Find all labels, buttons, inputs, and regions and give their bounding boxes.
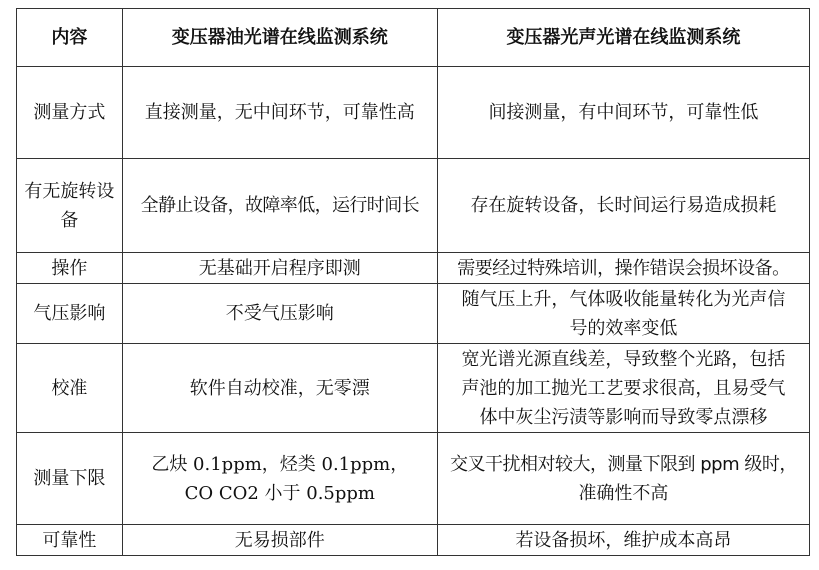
table-row (17, 344, 810, 433)
photoacoustic-cell: 交叉干扰相对较大，测量下限到 ppm 级时， 准确性不高 (437, 433, 809, 525)
oil-cell: 乙炔 0.1ppm，烃类 0.1ppm， CO CO2 小于 0.5ppm (122, 433, 437, 525)
row-label: 可靠性 (17, 525, 123, 556)
oil-cell: 无基础开启程序即测 (122, 253, 437, 284)
photoacoustic-cell: 存在旋转设备，长时间运行易造成损耗 (437, 159, 809, 253)
table-row (17, 159, 810, 253)
table-row (17, 525, 810, 556)
photoacoustic-cell: 宽光谱光源直线差，导致整个光路，包括 声池的加工抛光工艺要求很高，且易受气 体中灰尘污渍等影响而导致零点漂移 (437, 344, 809, 433)
header-cell-content: 内容 (17, 9, 123, 67)
table-row (17, 284, 810, 344)
table-row (17, 67, 810, 159)
row-label: 气压影响 (17, 284, 123, 344)
row-label: 测量方式 (17, 67, 123, 159)
row-label: 操作 (17, 253, 123, 284)
oil-cell: 不受气压影响 (122, 284, 437, 344)
oil-cell: 软件自动校准，无零漂 (122, 344, 437, 433)
row-label-text: 有无旋转设备 (24, 180, 115, 231)
photoacoustic-cell: 间接测量，有中间环节，可靠性低 (437, 67, 809, 159)
table-row (17, 253, 810, 284)
row-label: 校准 (17, 344, 123, 433)
table-header-row (17, 9, 810, 67)
oil-cell: 全静止设备，故障率低，运行时间长 (122, 159, 437, 253)
oil-cell: 无易损部件 (122, 525, 437, 556)
row-label: 测量下限 (17, 433, 123, 525)
header-cell-oil-system: 变压器油光谱在线监测系统 (122, 9, 437, 67)
photoacoustic-cell: 需要经过特殊培训，操作错误会损坏设备。 (437, 253, 809, 284)
photoacoustic-cell: 随气压上升，气体吸收能量转化为光声信 号的效率变低 (437, 284, 809, 344)
header-cell-photoacoustic-system: 变压器光声光谱在线监测系统 (437, 9, 809, 67)
comparison-table (16, 8, 810, 556)
row-label (17, 159, 123, 253)
photoacoustic-cell: 若设备损坏，维护成本高昂 (437, 525, 809, 556)
oil-cell: 直接测量，无中间环节，可靠性高 (122, 67, 437, 159)
table-row (17, 433, 810, 525)
